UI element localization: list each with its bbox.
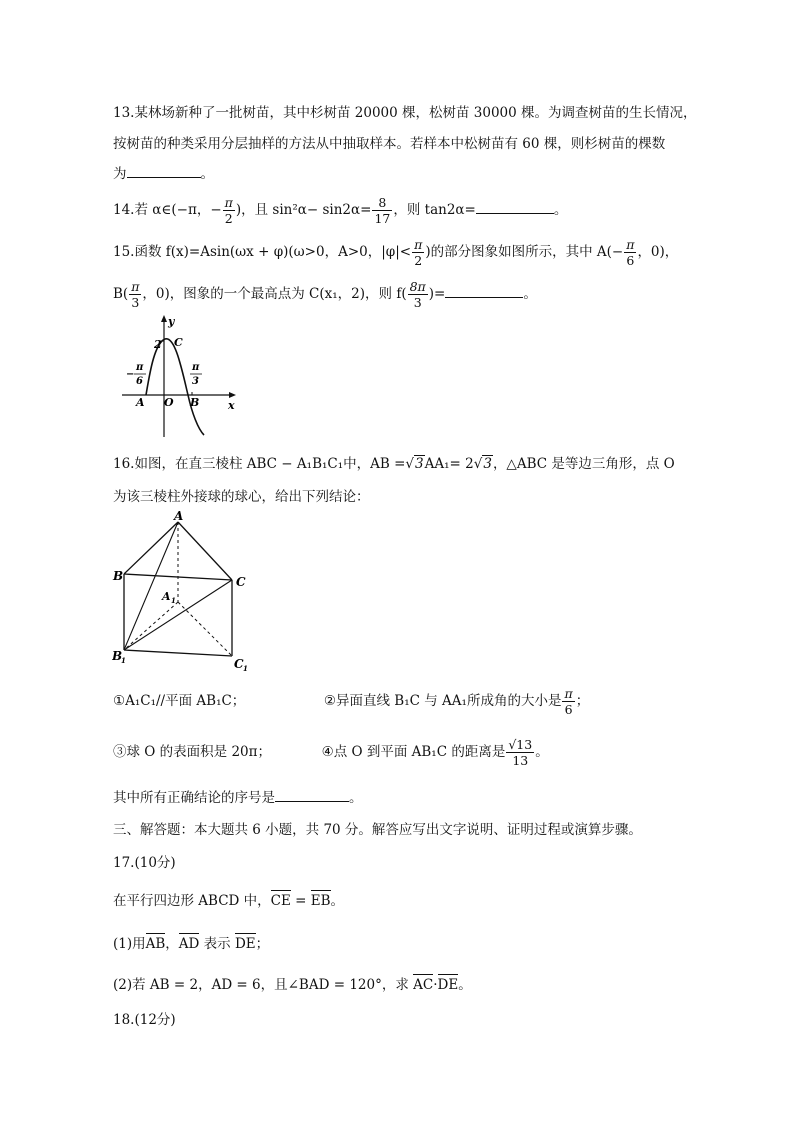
- q17-p2-post: 。: [458, 977, 472, 993]
- q15-frac2-den: 6: [626, 253, 635, 268]
- q16-opt1: ①A₁C₁//平面 AB₁C；: [113, 693, 246, 709]
- three-label: 3: [192, 376, 199, 387]
- q17-part2: [113, 974, 472, 994]
- x-axis-label: x: [228, 399, 235, 412]
- q16-ask-post: 。: [349, 790, 363, 806]
- q17-p2-dot: ·: [433, 977, 438, 993]
- q14-frac1: [223, 195, 235, 226]
- q16-opt3: ③球 O 的表面积是 20π；: [113, 744, 271, 760]
- peak-value-label: 2: [154, 338, 162, 351]
- point-c-label: C: [174, 336, 183, 349]
- q17-p1-sep: ，: [165, 936, 179, 952]
- y-axis-arrow: [161, 315, 167, 322]
- q17-p2-pre: (2)若 AB = 2，AD = 6，且∠BAD = 120°，求: [113, 977, 414, 993]
- q16-ask: [113, 789, 363, 807]
- q17-p1-post: ；: [255, 936, 270, 952]
- neg-six-label: 6: [136, 376, 143, 387]
- vector-ab: AB: [146, 933, 166, 953]
- q15-line1: [113, 236, 678, 268]
- q15-frac4-den: 3: [413, 295, 422, 310]
- q14-mid: )，且 sin²α− sin2α=: [235, 202, 372, 218]
- y-axis-label: y: [168, 315, 175, 328]
- q17-p1-mid: 表示: [199, 936, 235, 952]
- pi-label: π: [192, 362, 200, 373]
- q15-frac3-den: 3: [131, 295, 140, 310]
- q13-line2: 按树苗的种类采用分层抽样的方法从中抽取样本。若样本中松树苗有 60 棵，则杉树苗的棵数: [113, 136, 666, 152]
- q16-line1: [113, 455, 675, 473]
- q15-frac1-den: 2: [414, 253, 423, 268]
- vertex-a-label: A: [174, 510, 184, 523]
- q15-frac4-num: 8π: [409, 279, 426, 294]
- edge-ac: [178, 522, 232, 580]
- q15-line2: [113, 278, 537, 310]
- q15-end: 。: [523, 286, 537, 302]
- q16-options-row2: [113, 736, 549, 768]
- edge-b1c1: [124, 650, 232, 656]
- q16-opt4-pre: ④点 O 到平面 AB₁C 的距离是: [321, 744, 506, 760]
- vector-ce: CE: [271, 890, 291, 910]
- prism-figure: [112, 510, 252, 672]
- q14-frac2-num: 8: [372, 195, 392, 211]
- q17-stem-pre: 在平行四边形 ABCD 中，: [113, 893, 271, 909]
- vertex-b-label: B: [113, 569, 124, 583]
- point-a-label: A: [136, 396, 145, 409]
- point-b-label: B: [190, 396, 200, 409]
- q15-frac2: [624, 237, 636, 268]
- q15-answer-blank: [445, 285, 523, 298]
- q14-end: 。: [553, 202, 568, 218]
- q15-frac3: [129, 279, 141, 310]
- q15-frac1: [412, 237, 424, 268]
- q13-line3-pre: 为: [113, 166, 127, 182]
- q17-p1-pre: (1)用: [113, 936, 146, 952]
- q16-line1-mid: AA₁= 2: [424, 456, 474, 472]
- q17-part1: [113, 933, 269, 953]
- q16-opt4-den: 13: [512, 753, 529, 768]
- q16-line1-pre: 16.如图，在直三棱柱 ABC − A₁B₁C₁中，AB =: [113, 456, 406, 472]
- q15-l2-post: )=: [428, 286, 446, 302]
- q15-pre: 15.函数 f(x)=Asin(ωx + φ)(ω>0，A>0，|φ|<: [113, 244, 412, 260]
- q17-head: 17.(10分): [113, 855, 176, 871]
- edge-ab: [124, 522, 178, 574]
- q15-frac2-num: π: [626, 237, 635, 252]
- q16-answer-blank: [275, 789, 349, 802]
- q16-opt4-post: 。: [535, 744, 549, 760]
- q14-answer-blank: [476, 201, 554, 214]
- q13-line1: 13.某林场新种了一批树苗，其中杉树苗 20000 棵，松树苗 30000 棵。为调查树苗的生长情况，: [113, 105, 697, 121]
- edge-a1b1: [124, 602, 178, 650]
- vertex-b1-label: B: [112, 649, 123, 663]
- q14-frac1-num: π: [224, 195, 233, 210]
- x-axis-arrow: [229, 392, 236, 398]
- q17-eq: =: [290, 893, 311, 909]
- q15-frac1-num: π: [414, 237, 423, 252]
- q15-l2-mid: ，0)，图象的一个最高点为 C(x₁，2)，则 f(: [142, 286, 407, 302]
- q15-mid2: ，0)，: [637, 244, 679, 260]
- q13-line3: [113, 165, 214, 183]
- q16-opt2-num: π: [564, 686, 573, 701]
- q15-l2-pre: B(: [113, 286, 129, 302]
- q16-opt2-frac: [562, 686, 574, 717]
- q16-sqrt1-rad: 3: [415, 456, 424, 472]
- q15-frac4: [408, 279, 428, 310]
- vector-de-2: DE: [438, 974, 459, 994]
- neg-pi-label: π: [136, 362, 144, 373]
- q17-stem-post: 。: [330, 893, 345, 909]
- q15-frac3-num: π: [131, 279, 140, 294]
- q16-sqrt2: √3: [473, 456, 492, 472]
- q13-line3-post: 。: [200, 166, 214, 182]
- vertex-c-label: C: [236, 575, 246, 589]
- vector-eb: EB: [311, 890, 331, 910]
- section3-heading: 三、解答题：本大题共 6 小题，共 70 分。解答应写出文字说明、证明过程或演算步骤。: [113, 822, 642, 838]
- q15-mid1: )的部分图象如图所示，其中 A(−: [425, 244, 624, 260]
- q14-pre: 14.若 α∈(−π，−: [113, 202, 222, 218]
- vertex-c1-label: C: [234, 657, 244, 671]
- q16-opt4-frac: [506, 737, 534, 768]
- q14-post: ，则 tan2α=: [393, 202, 476, 218]
- q14-frac2-den: 17: [374, 211, 391, 226]
- q16-opt2-den: 6: [564, 702, 573, 717]
- q14-frac1-den: 2: [224, 211, 233, 226]
- q16-opt2-post: ；: [575, 693, 590, 709]
- line-ab1: [124, 522, 178, 650]
- q16-ask-pre: 其中所有正确结论的序号是: [113, 790, 275, 806]
- origin-label: O: [164, 396, 174, 409]
- vector-ad: AD: [179, 933, 200, 953]
- q16-line1-post: ，△ABC 是等边三角形，点 O: [492, 456, 675, 472]
- q16-opt4-num: √13: [508, 737, 533, 752]
- q16-opt2-pre: ②异面直线 B₁C 与 AA₁所成角的大小是: [323, 693, 562, 709]
- q18-head: 18.(12分): [113, 1012, 176, 1028]
- sine-graph: [118, 313, 242, 441]
- q16-sqrt2-rad: 3: [483, 456, 492, 472]
- q16-line2: 为该三棱柱外接球的球心，给出下列结论：: [113, 489, 370, 505]
- q13-answer-blank: [127, 165, 201, 178]
- vector-ac: AC: [413, 974, 433, 994]
- vertex-c1-sub: 1: [243, 664, 248, 672]
- q16-options-row1: [113, 685, 589, 717]
- neg-sign-label: −: [126, 369, 135, 380]
- vector-de: DE: [235, 933, 256, 953]
- vertex-a1-label: A: [162, 590, 171, 603]
- vertex-a1-sub: 1: [171, 596, 176, 605]
- q14-line: [113, 194, 567, 226]
- q17-stem: [113, 890, 344, 910]
- q14-frac2: [372, 195, 392, 226]
- q16-sqrt1: √3: [405, 456, 424, 472]
- vertex-b1-sub: 1: [121, 656, 126, 665]
